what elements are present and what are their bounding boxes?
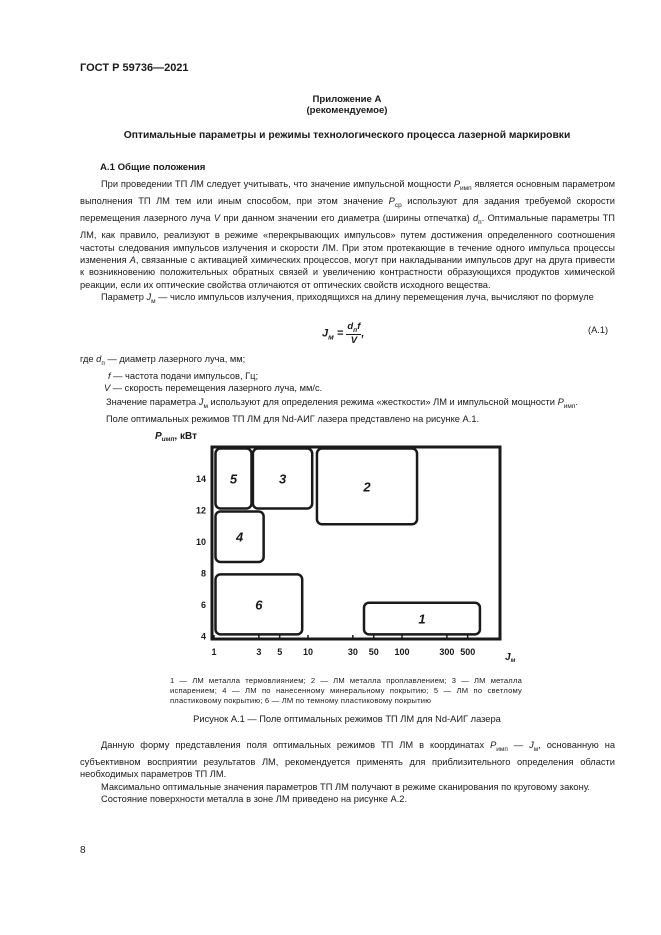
definition-f: f — частота подачи импульсов, Гц; bbox=[108, 371, 259, 382]
formula-number: (А.1) bbox=[588, 325, 609, 335]
region-label-2: 2 bbox=[363, 479, 371, 495]
x-tick-label: 50 bbox=[368, 647, 379, 657]
region-label-1: 1 bbox=[418, 611, 426, 627]
appendix-title: Приложение А bbox=[312, 94, 382, 105]
figure-caption: Рисунок А.1 — Поле оптимальных режимов ТП ЛМ для Nd-АИГ лазера bbox=[193, 714, 501, 724]
y-tick-label: 12 bbox=[195, 505, 206, 516]
closing-paragraphs bbox=[80, 739, 615, 805]
formula-a1: $J_м$ = $d_пf$ V , bbox=[322, 321, 365, 346]
y-tick-label: 10 bbox=[195, 536, 206, 547]
figure-a1-chart bbox=[150, 425, 530, 670]
x-tick-label: 100 bbox=[394, 647, 410, 657]
x-tick-label: 10 bbox=[302, 647, 314, 657]
section-title: А.1 Общие положения bbox=[100, 162, 206, 173]
region-label-6: 6 bbox=[255, 597, 263, 613]
y-tick-label: 14 bbox=[195, 473, 206, 484]
region-label-5: 5 bbox=[229, 471, 238, 487]
usage-paragraph: Значение параметра $J_м$ используют для определения режима «жесткости» ЛМ и импульсной мощности $P_{имп}$. Поле оптимальных режимов ТП ЛМ для Nd-АИГ лазера представлено на рисунке А.1. bbox=[106, 397, 579, 425]
figure-legend: 1 — ЛМ металла термовлиянием; 2 — ЛМ металла проплавлением; 3 — ЛМ металла испарением; 4 — ЛМ по нанесенному минеральному покрытию; 5 — ЛМ по светлому пластиковому покрытию; 6 — ЛМ по темному пластиковому покрытию bbox=[170, 676, 522, 706]
intro-paragraph-1: При проведении ТП ЛМ следует учитывать, что значение импульсной мощности $P_{имп}$ является основным параметром выполнения ТП ЛМ тем или иным способом, при этом значение $P_{ср}$ используют для задания требуемой скорости перемещения лазерного луча V при данном значении его диаметра (ширины отпечатка) $d_п$. Оптимальные параметры ТП ЛМ, как правило, реализуют в режиме «перекрывающих импульсов» путем достижения определенного соотношения частоты следования импульсов излучения и скорости ЛМ. При этом протекающие в течение одного импульса процессы изменения А, связанные с активацией химических процессов, могут при накладывании импульсов друг на друга привести к возникновению положительных обратных связей и увеличению контрастности образующихся продуктов химической реакции, если их оптические свойства отличаются от оптических свойств исходного вещества. bbox=[80, 179, 616, 290]
x-tick-label: 3 bbox=[256, 647, 262, 657]
appendix-status: (рекомендуемое) bbox=[306, 105, 388, 116]
chart-xlabel: $J_м$ bbox=[505, 652, 516, 664]
region-label-4: 4 bbox=[235, 529, 244, 545]
y-tick-label: 8 bbox=[200, 568, 206, 579]
page-number: 8 bbox=[80, 845, 86, 856]
y-tick-label: 6 bbox=[200, 599, 206, 610]
y-tick-label: 4 bbox=[200, 631, 206, 642]
x-tick-label: 1 bbox=[211, 647, 217, 657]
chart-ylabel: $P_{имп}$, кВт bbox=[155, 431, 197, 443]
x-tick-label: 5 bbox=[277, 647, 283, 657]
region-label-3: 3 bbox=[278, 471, 287, 487]
closing-paragraph-3: Состояние поверхности металла в зоне ЛМ приведено на рисунке А.2. bbox=[101, 794, 408, 805]
x-tick-label: 30 bbox=[347, 647, 358, 657]
definition-v: V — скорость перемещения лазерного луча, мм/с. bbox=[104, 383, 323, 394]
closing-paragraph-2: Максимально оптимальные значения параметров ТП ЛМ получают в режиме сканирования по круговому закону. bbox=[101, 781, 591, 792]
intro-paragraph-2: Параметр $J_м$ — число импульсов излучения, приходящихся на длину перемещения луча, вычисляют по формуле bbox=[101, 291, 594, 305]
x-tick-label: 500 bbox=[460, 647, 476, 657]
document-header: ГОСТ Р 59736—2021 bbox=[80, 62, 189, 74]
definition-dn: где $d_п$ — диаметр лазерного луча, мм; bbox=[80, 354, 246, 367]
closing-paragraph-1: Данную форму представления поля оптимальных режимов ТП ЛМ в координатах $P_{имп}$ — $J_м$, основанную на субъективном восприятии результатов ЛМ, рекомендуется применять для приблизительного определения области необходимых параметров ТП ЛМ. bbox=[80, 740, 615, 780]
appendix-main-title: Оптимальные параметры и режимы технологического процесса лазерной маркировки bbox=[123, 130, 571, 141]
intro-paragraphs bbox=[80, 178, 615, 308]
x-tick-label: 300 bbox=[439, 647, 455, 657]
definitions-list bbox=[80, 353, 322, 395]
